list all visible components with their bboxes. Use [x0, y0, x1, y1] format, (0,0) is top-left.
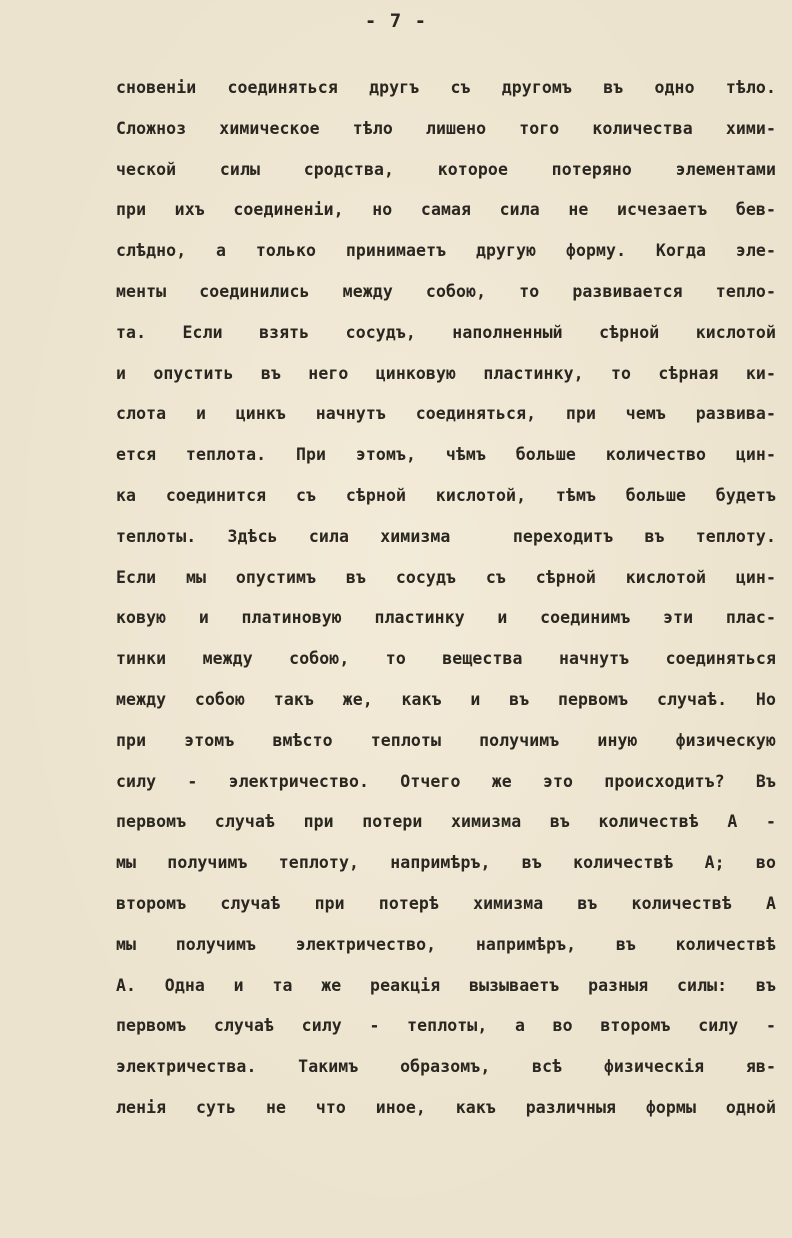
- text-line: менты соединились между собою, то развивается тепло-: [116, 281, 776, 301]
- text-line: та. Если взять сосудъ, наполненный сѣрной кислотой: [116, 322, 776, 342]
- body-text: [116, 72, 776, 1133]
- text-line: и опустить въ него цинковую пластинку, то сѣрная ки-: [116, 363, 776, 383]
- text-line: слота и цинкъ начнутъ соединяться, при чемъ развива-: [116, 404, 776, 424]
- text-line: теплоты. Здѣсь сила химизма переходитъ въ теплоту.: [116, 526, 776, 546]
- text-line: при ихъ соединенiи, но самая сила не исчезаетъ бев-: [116, 200, 776, 220]
- text-line: сновенiи соединяться другъ съ другомъ въ одно тѣло.: [116, 78, 776, 97]
- text-line: Если мы опустимъ въ сосудъ съ сѣрной кислотой цин-: [116, 567, 776, 587]
- text-line: первомъ случаѣ силу - теплоты, а во второмъ силу -: [116, 1016, 776, 1036]
- text-line: при этомъ вмѣсто теплоты получимъ иную физическую: [116, 730, 776, 750]
- page-number: - 7 -: [364, 10, 428, 32]
- text-line: А. Одна и та же реакцiя вызываетъ разныя силы: въ: [116, 975, 776, 995]
- text-line: Сложноз химическое тѣло лишено того количества хими-: [116, 118, 776, 138]
- text-line: ется теплота. При этомъ, чѣмъ больше количество цин-: [116, 445, 776, 465]
- text-line: ческой силы сродства, которое потеряно элементами: [116, 159, 776, 179]
- text-line: силу - электричество. Отчего же это происходитъ? Въ: [116, 771, 776, 791]
- text-line: первомъ случаѣ при потери химизма въ количествѣ А -: [116, 812, 776, 832]
- text-line: мы получимъ теплоту, напримѣръ, въ количествѣ А; во: [116, 853, 776, 873]
- text-line: тинки между собою, то вещества начнутъ соединяться: [116, 649, 776, 669]
- text-line: слѣдно, а только принимаетъ другую форму. Когда эле-: [116, 241, 776, 261]
- text-line: второмъ случаѣ при потерѣ химизма въ количествѣ А: [116, 893, 776, 913]
- text-line: ленiя суть не что иное, какъ различныя формы одной: [116, 1097, 776, 1117]
- text-line: ковую и платиновую пластинку и соединимъ эти плас-: [116, 608, 776, 628]
- text-line: ка соединится съ сѣрной кислотой, тѣмъ больше будетъ: [116, 485, 776, 505]
- text-line: мы получимъ электричество, напримѣръ, въ количествѣ: [116, 934, 776, 954]
- text-line: между собою такъ же, какъ и въ первомъ случаѣ. Но: [116, 689, 776, 709]
- text-line: электричества. Такимъ образомъ, всѣ физическiя яв-: [116, 1057, 776, 1077]
